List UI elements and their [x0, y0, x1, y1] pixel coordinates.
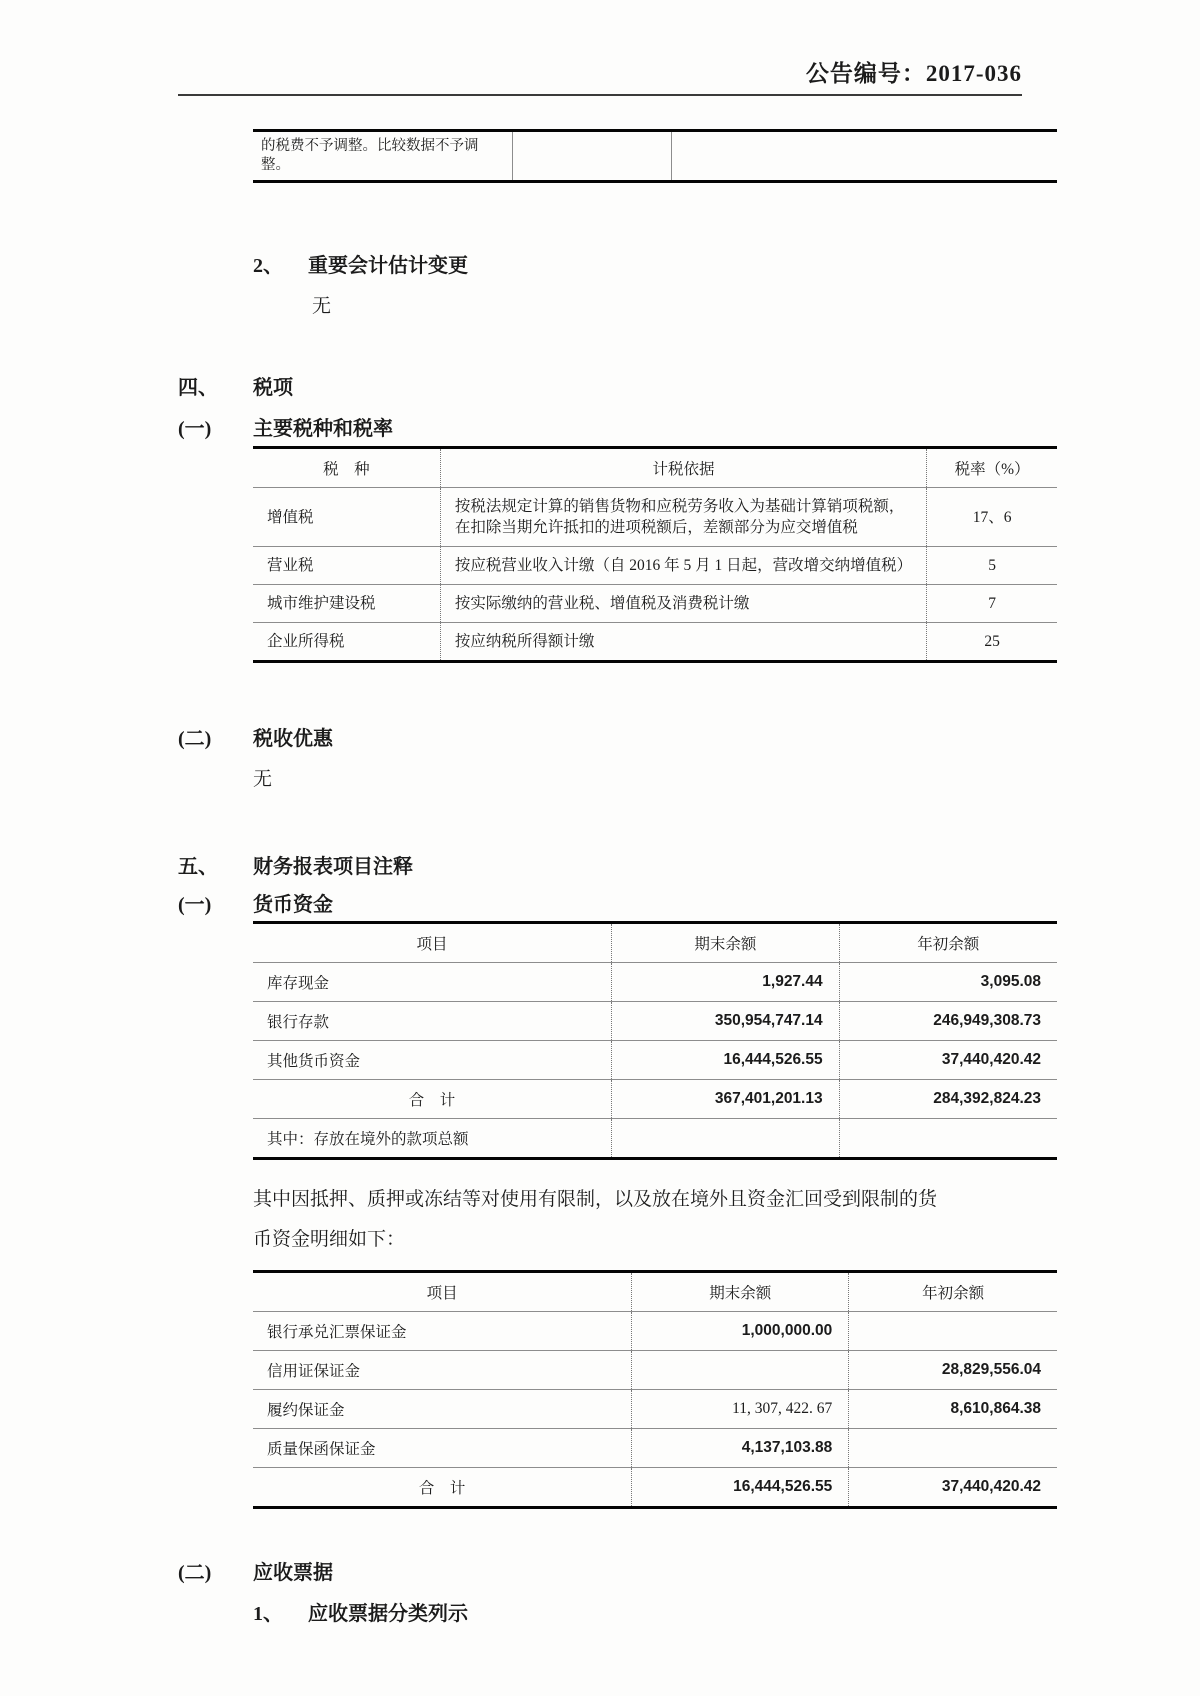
- section-body-none: 无: [312, 296, 332, 317]
- cell-item: 银行承兑汇票保证金: [253, 1312, 632, 1351]
- cell-item: 信用证保证金: [253, 1351, 632, 1390]
- carryover-cell-empty: [672, 131, 1057, 182]
- col-header-item: 项目: [253, 1272, 632, 1312]
- cell-tax-basis: 按应纳税所得额计缴: [440, 623, 926, 662]
- cell-beginning-balance: [849, 1429, 1057, 1468]
- section-title: 税收优惠: [253, 728, 333, 750]
- carryover-cell-text: 的税费不予调整。比较数据不予调整。: [261, 138, 479, 173]
- cell-item: 银行存款: [253, 1002, 612, 1041]
- cell-tax-name: 增值税: [253, 488, 440, 547]
- table-row: [253, 1119, 1057, 1159]
- table-row: [253, 1041, 1057, 1080]
- cell-item: 其中：存放在境外的款项总额: [253, 1119, 612, 1159]
- table-row: [253, 1002, 1057, 1041]
- cell-beginning-balance: 284,392,824.23: [839, 1080, 1057, 1119]
- table-row: [253, 131, 1057, 182]
- cell-tax-name: 企业所得税: [253, 623, 440, 662]
- carryover-cell-empty: [513, 131, 672, 182]
- section-heading-statement-notes: [178, 855, 1200, 880]
- section-heading-tax-preference: [178, 727, 1200, 752]
- section-title: 财务报表项目注释: [253, 856, 413, 878]
- cell-tax-rate: 5: [927, 547, 1057, 585]
- section-number: 五、: [178, 856, 218, 878]
- table-header-row: [253, 1272, 1057, 1312]
- cell-tax-name: 城市维护建设税: [253, 585, 440, 623]
- section-number: 2、: [253, 255, 283, 277]
- restricted-funds-table: [253, 1270, 1057, 1509]
- section-title: 应收票据: [253, 1562, 333, 1584]
- tax-rate-table: [253, 446, 1057, 663]
- cash-table: [253, 921, 1057, 1160]
- restricted-funds-note: 其中因抵押、质押或冻结等对使用有限制，以及放在境外且资金汇回受到限制的货币资金明细如下：: [253, 1189, 938, 1250]
- cell-item: 履约保证金: [253, 1390, 632, 1429]
- table-row-total: [253, 1468, 1057, 1508]
- col-header-ending-balance: 期末余额: [612, 923, 840, 963]
- cell-item-total: 合 计: [253, 1080, 612, 1119]
- announcement-number: 公告编号：2017-036: [805, 61, 1022, 86]
- section-body-none: 无: [253, 769, 273, 790]
- section-number: (二): [178, 1562, 212, 1584]
- section-title: 主要税种和税率: [253, 418, 393, 440]
- table-row: [253, 488, 1057, 547]
- cell-item-total: 合 计: [253, 1468, 632, 1508]
- section-number: (二): [178, 728, 212, 750]
- cell-ending-balance: 16,444,526.55: [612, 1041, 840, 1080]
- section-heading-tax: [178, 376, 1200, 401]
- section-title: 应收票据分类列示: [308, 1603, 468, 1625]
- table-row: [253, 547, 1057, 585]
- section-heading-main-taxes: [178, 417, 1200, 442]
- table-row: [253, 1312, 1057, 1351]
- section-heading-estimate-change: [253, 254, 1200, 279]
- section-heading-cash: [178, 893, 1200, 918]
- cell-ending-balance: 11, 307, 422. 67: [632, 1390, 849, 1429]
- col-header-item: 项目: [253, 923, 612, 963]
- cell-ending-balance: 1,927.44: [612, 963, 840, 1002]
- cell-beginning-balance: 246,949,308.73: [839, 1002, 1057, 1041]
- cell-item: 质量保函保证金: [253, 1429, 632, 1468]
- cell-tax-rate: 25: [927, 623, 1057, 662]
- cell-beginning-balance: 37,440,420.42: [849, 1468, 1057, 1508]
- col-header-beginning-balance: 年初余额: [849, 1272, 1057, 1312]
- cell-ending-balance: 367,401,201.13: [612, 1080, 840, 1119]
- col-header-ending-balance: 期末余额: [632, 1272, 849, 1312]
- section-heading-notes-receivable: [178, 1561, 1200, 1586]
- cell-tax-rate: 7: [927, 585, 1057, 623]
- col-header-beginning-balance: 年初余额: [839, 923, 1057, 963]
- section-title: 货币资金: [253, 894, 333, 916]
- cell-beginning-balance: 3,095.08: [839, 963, 1057, 1002]
- table-row: [253, 1351, 1057, 1390]
- cell-ending-balance: [612, 1119, 840, 1159]
- table-row: [253, 585, 1057, 623]
- section-number: 四、: [178, 377, 218, 399]
- section-title: 税项: [253, 377, 293, 399]
- cell-item: 库存现金: [253, 963, 612, 1002]
- page-header: [178, 58, 1022, 96]
- cell-beginning-balance: [849, 1312, 1057, 1351]
- col-header-tax-basis: 计税依据: [440, 448, 926, 488]
- cell-ending-balance: 16,444,526.55: [632, 1468, 849, 1508]
- cell-ending-balance: 4,137,103.88: [632, 1429, 849, 1468]
- cell-beginning-balance: [839, 1119, 1057, 1159]
- cell-beginning-balance: 8,610,864.38: [849, 1390, 1057, 1429]
- section-number: 1、: [253, 1603, 283, 1625]
- table-row: [253, 623, 1057, 662]
- cell-item: 其他货币资金: [253, 1041, 612, 1080]
- cell-beginning-balance: 37,440,420.42: [839, 1041, 1057, 1080]
- carryover-table: [253, 129, 1057, 183]
- table-row-total: [253, 1080, 1057, 1119]
- cell-ending-balance: 1,000,000.00: [632, 1312, 849, 1351]
- table-row: [253, 1390, 1057, 1429]
- cell-ending-balance: [632, 1351, 849, 1390]
- cell-tax-basis: 按实际缴纳的营业税、增值税及消费税计缴: [440, 585, 926, 623]
- section-heading-notes-receivable-classes: [253, 1602, 1200, 1627]
- table-header-row: [253, 448, 1057, 488]
- col-header-tax-rate: 税率（%）: [927, 448, 1057, 488]
- section-number: (一): [178, 894, 212, 916]
- section-title: 重要会计估计变更: [308, 255, 468, 277]
- table-row: [253, 963, 1057, 1002]
- cell-ending-balance: 350,954,747.14: [612, 1002, 840, 1041]
- cell-tax-basis: 按税法规定计算的销售货物和应税劳务收入为基础计算销项税额，在扣除当期允许抵扣的进项税额后，差额部分为应交增值税: [440, 488, 926, 547]
- section-number: (一): [178, 418, 212, 440]
- table-row: [253, 1429, 1057, 1468]
- cell-tax-name: 营业税: [253, 547, 440, 585]
- cell-tax-basis: 按应税营业收入计缴（自 2016 年 5 月 1 日起，营改增交纳增值税）: [440, 547, 926, 585]
- col-header-tax-type: 税 种: [253, 448, 440, 488]
- cell-tax-rate: 17、6: [927, 488, 1057, 547]
- table-header-row: [253, 923, 1057, 963]
- cell-beginning-balance: 28,829,556.04: [849, 1351, 1057, 1390]
